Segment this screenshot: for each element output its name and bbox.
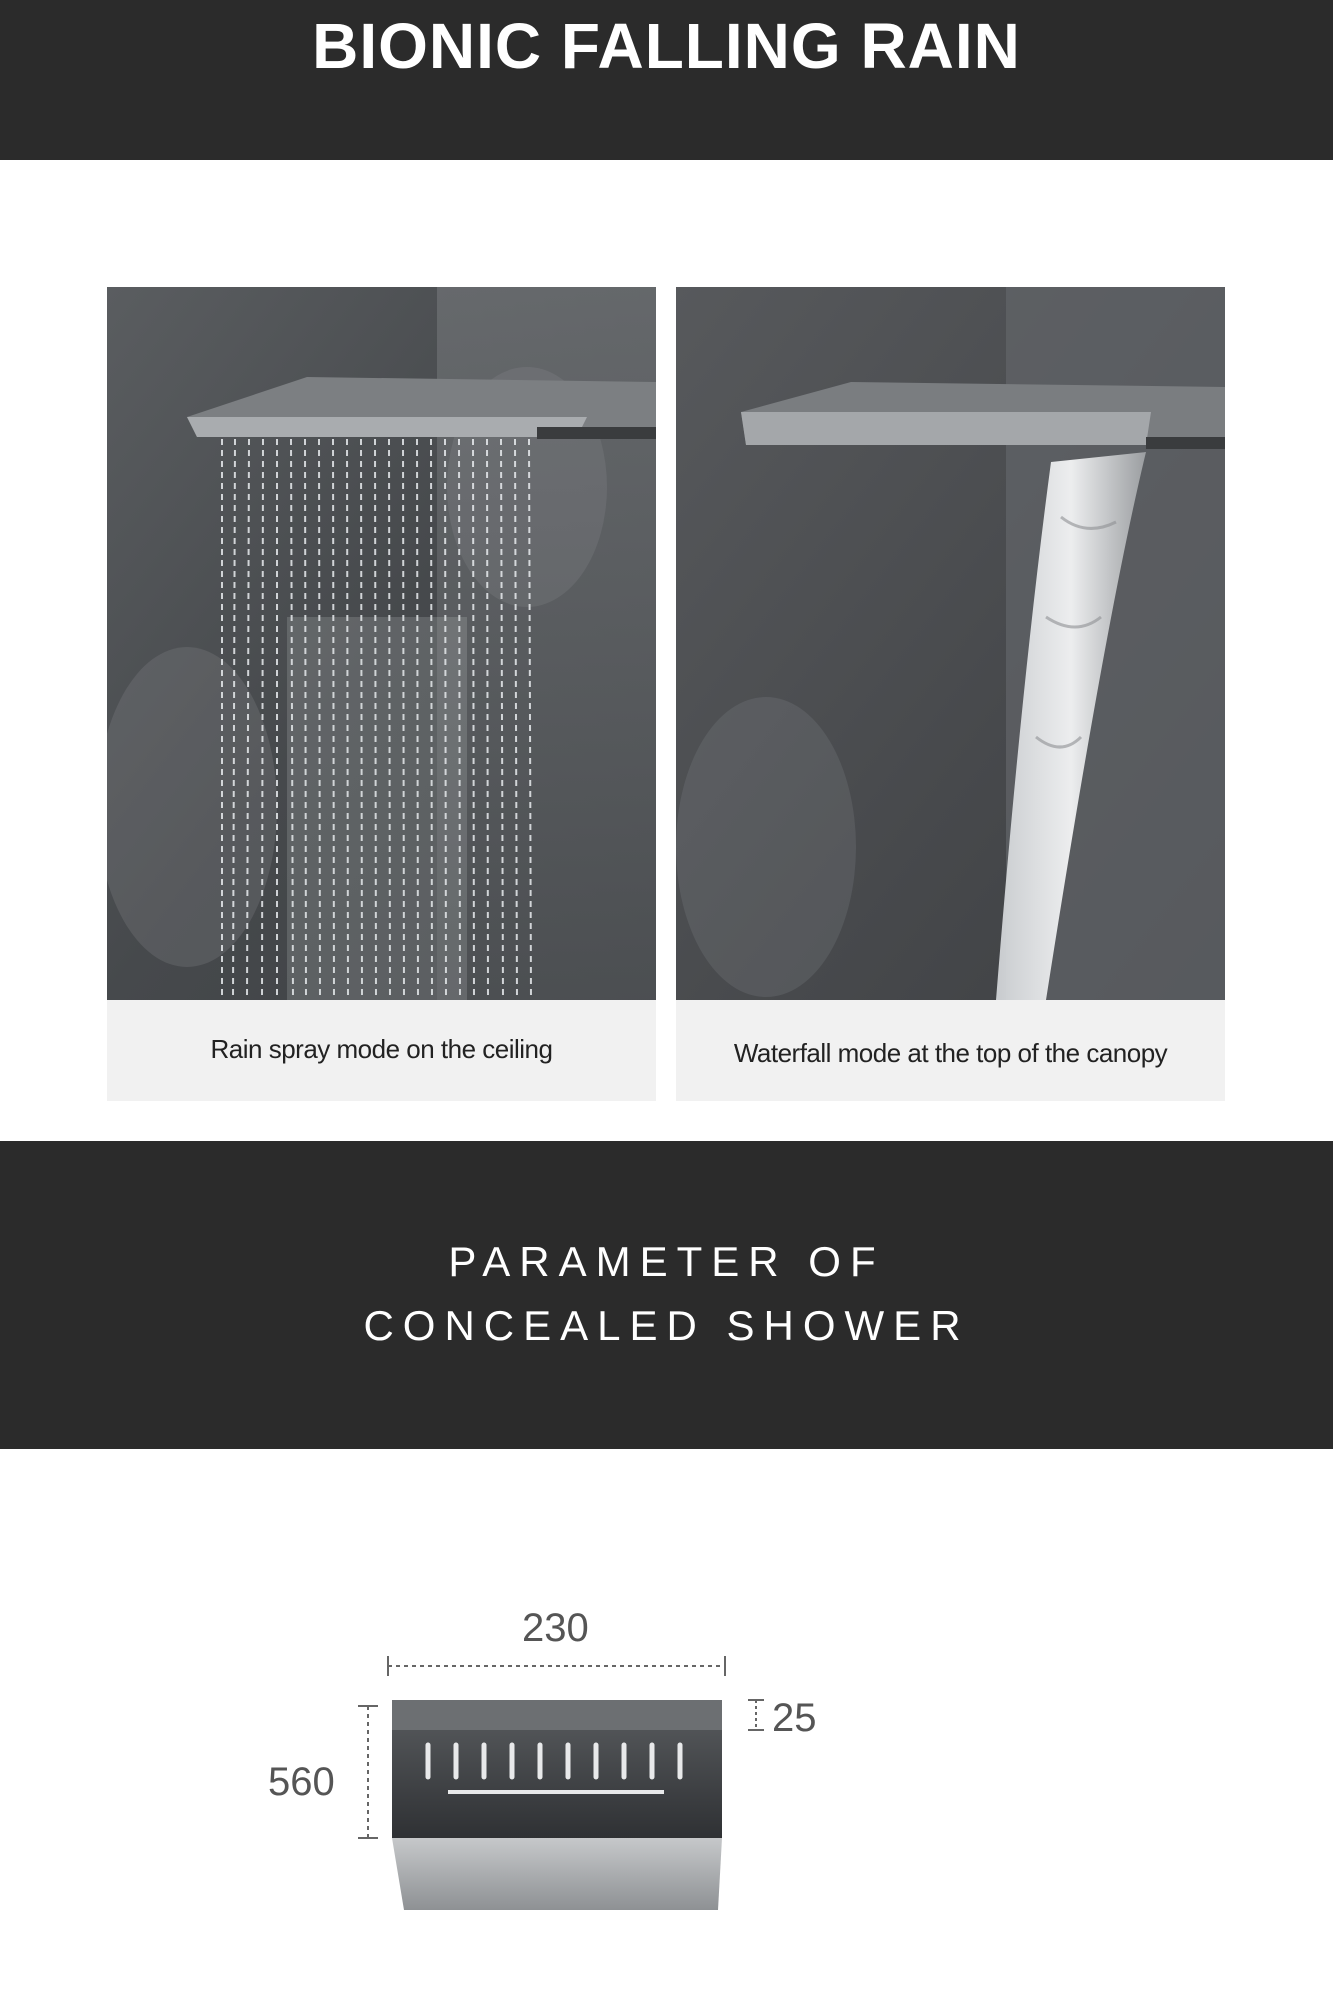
height-dimension-label: 560	[268, 1760, 335, 1804]
parameter-heading-line2: CONCEALED SHOWER	[363, 1302, 970, 1349]
waterfall-mode-panel	[676, 287, 1225, 1000]
parameter-heading-line1: PARAMETER OF	[448, 1238, 885, 1285]
page-title: BIONIC FALLING RAIN	[312, 10, 1021, 82]
waterfall-mode-caption: Waterfall mode at the top of the canopy	[733, 1038, 1168, 1068]
parameter-banner	[0, 1141, 1333, 1449]
depth-dimension-label: 25	[772, 1696, 817, 1740]
rain-mode-caption-bar	[107, 1000, 656, 1101]
header-banner	[0, 0, 1333, 160]
width-dimension-label: 230	[522, 1606, 589, 1650]
waterfall-shower-photo	[676, 287, 1225, 1000]
rain-mode-caption: Rain spray mode on the ceiling	[210, 1034, 553, 1064]
rain-shower-photo	[107, 287, 656, 1000]
dimension-diagram	[0, 1580, 1333, 1940]
waterfall-mode-caption-bar	[676, 1000, 1225, 1101]
rain-mode-panel	[107, 287, 656, 1000]
